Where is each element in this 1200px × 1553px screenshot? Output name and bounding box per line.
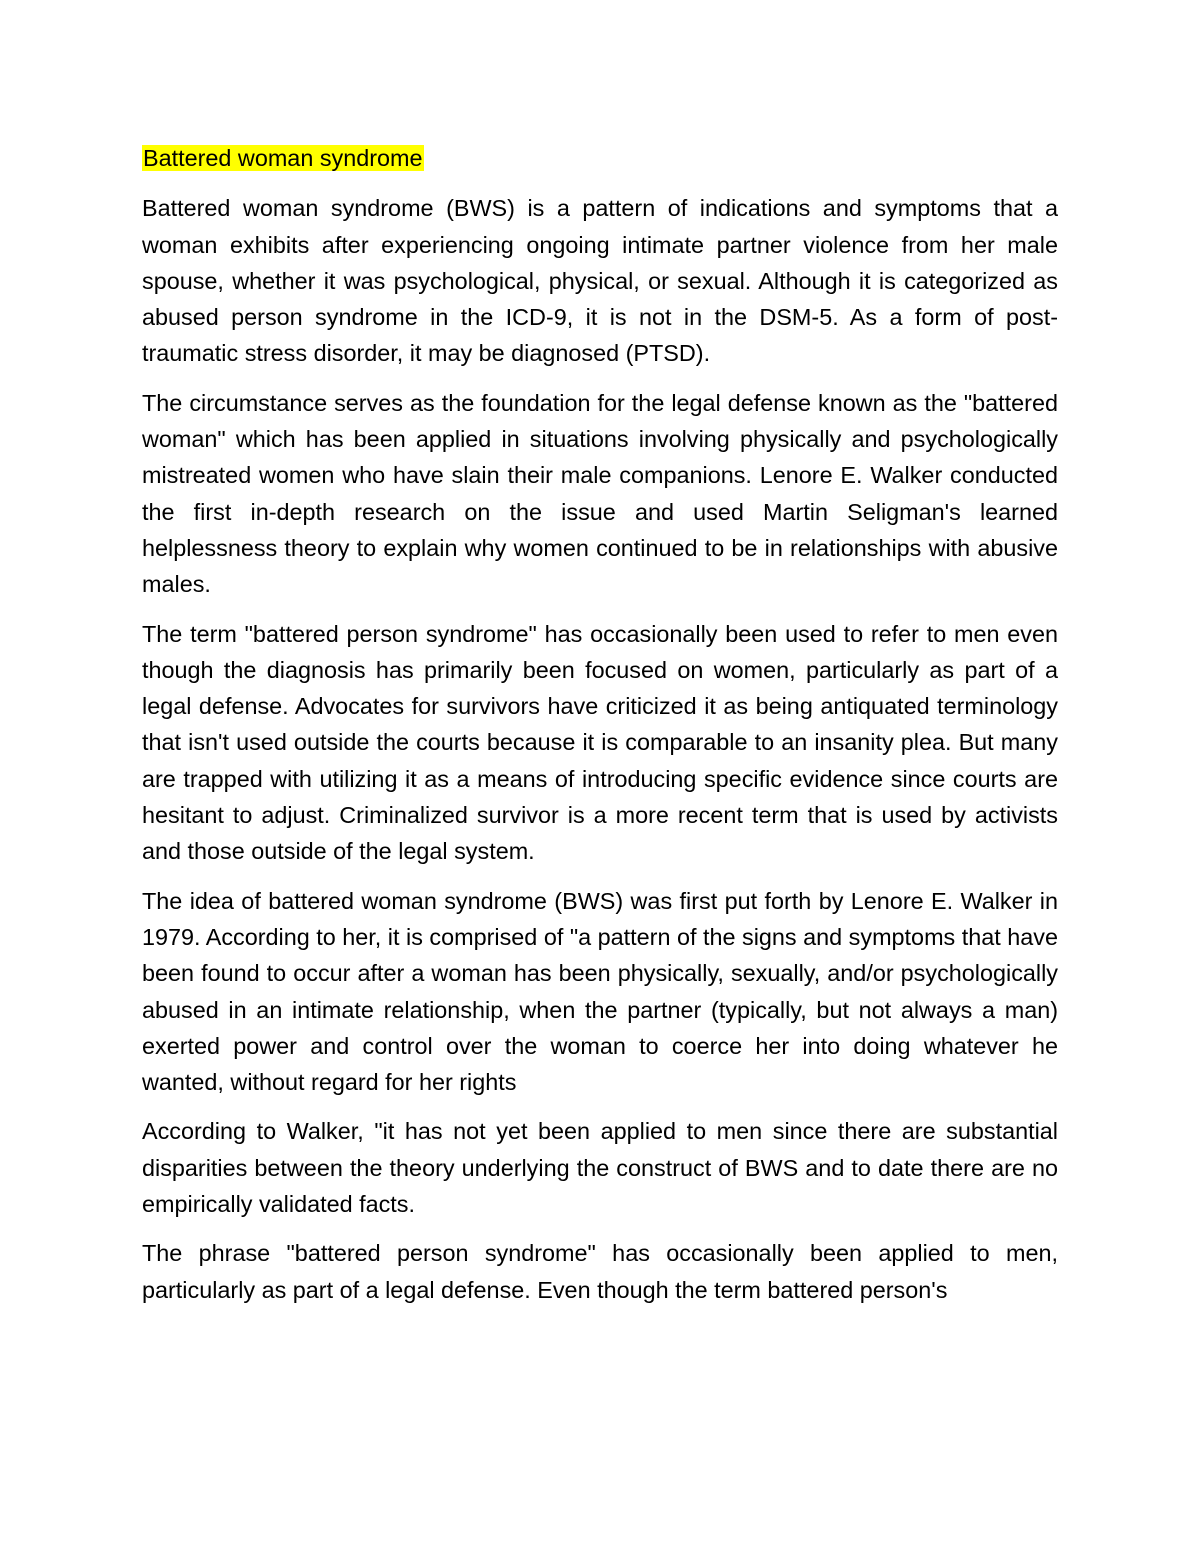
paragraph-walker-1979: The idea of battered woman syndrome (BWS) was first put forth by Lenore E. Walker in 1979. According to her, it is comprised of "a pattern of the signs and symptoms that have been found to occur after a woman has been physically, sexually, and/or psychologically abused in an intimate relationship, when the partner (typically, but not always a man) exerted power and control over the woman to coerce her into doing whatever he wanted, without regard for her rights <box>142 887 1058 1096</box>
document-title <box>142 140 1058 176</box>
paragraph-walker-men: According to Walker, "it has not yet been applied to men since there are substantial disparities between the theory underlying the construct of BWS and to date there are no empirically validated facts. <box>142 1118 1058 1218</box>
paragraph-legal-defense: The circumstance serves as the foundation for the legal defense known as the "battered woman" which has been applied in situations involving physically and psychologically mistreated women who have slain their male companions. Lenore E. Walker conducted the first in-depth research on the issue and used Martin Seligman's learned helplessness theory to explain why women continued to be in relationships with abusive males. <box>142 389 1058 598</box>
title-highlight: Battered woman syndrome <box>143 145 423 171</box>
paragraph-applied-to-men: The phrase "battered person syndrome" has occasionally been applied to men, particularly as part of a legal defense. Even though the term battered person's <box>142 1240 1058 1303</box>
document-body <box>142 140 1058 1321</box>
paragraph-definition: Battered woman syndrome (BWS) is a pattern of indications and symptoms that a woman exhibits after experiencing ongoing intimate partner violence from her male spouse, whether it was psychological, physical, or sexual. Although it is categorized as abused person syndrome in the ICD-9, it is not in the DSM-5. As a form of post-traumatic stress disorder, it may be diagnosed (PTSD). <box>142 195 1058 367</box>
paragraph-battered-person-term: The term "battered person syndrome" has occasionally been used to refer to men even though the diagnosis has primarily been focused on women, particularly as part of a legal defense. Advocates for survivors have criticized it as being antiquated terminology that isn't used outside the courts because it is comparable to an insanity plea. But many are trapped with utilizing it as a means of introducing specific evidence since courts are hesitant to adjust. Criminalized survivor is a more recent term that is used by activists and those outside of the legal system. <box>142 620 1058 865</box>
